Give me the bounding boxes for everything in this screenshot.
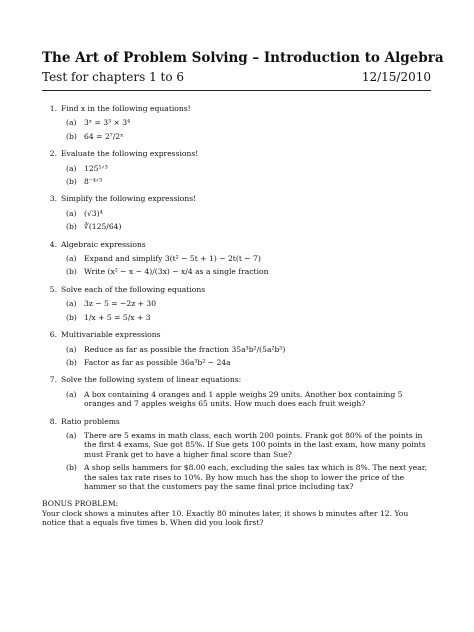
problem-list <box>42 104 434 528</box>
problem-question: Simplify the following expressions! <box>61 194 197 204</box>
problem-part <box>61 132 434 141</box>
problem-part <box>61 118 434 127</box>
problem-question: Solve each of the following equations <box>61 284 206 294</box>
problem-question: Algebraic expressions <box>61 239 146 249</box>
problem-part <box>61 431 434 459</box>
part-label: (b) <box>66 267 77 277</box>
problem-part <box>61 299 434 308</box>
part-text: Factor as far as possible 36a³b² − 24a <box>84 357 231 367</box>
problem-number: 7. <box>49 375 57 385</box>
problem-number: 5. <box>49 284 57 294</box>
bonus-text: Your clock shows a minutes after 10. Exactly 80 minutes later, it shows b minutes after 12. You notice that a equals five times b. When did you look first? <box>42 508 409 528</box>
problem-8 <box>42 417 434 492</box>
part-label: (a) <box>66 208 77 218</box>
problem-part <box>61 313 434 322</box>
document-title: The Art of Problem Solving – Introduction to Algebra <box>42 50 444 66</box>
document-subtitle: Test for chapters 1 to 6 <box>42 70 185 84</box>
problem-7 <box>42 375 434 408</box>
problem-number: 8. <box>49 416 57 426</box>
problem-part <box>61 345 434 354</box>
problem-part <box>61 164 434 173</box>
part-label: (b) <box>66 131 77 141</box>
part-text: Reduce as far as possible the fraction 35a³b²/(5a²b⁵) <box>84 344 286 354</box>
problem-question: Multivariable expressions <box>61 330 161 340</box>
part-label: (a) <box>66 254 77 264</box>
part-text: A shop sells hammers for $8.00 each, excluding the sales tax which is 8%. The next year, the sales tax rate rises to 10%. By how much has the shop to lower the price of the hammer so that the customers pay the same final price including tax? <box>84 463 428 491</box>
problem-part <box>61 254 434 263</box>
problem-question: Evaluate the following expressions! <box>61 149 199 159</box>
part-label: (a) <box>66 430 77 440</box>
problem-part <box>61 463 434 491</box>
problem-question: Ratio problems <box>61 416 120 426</box>
bonus-problem <box>42 499 434 527</box>
problem-number: 1. <box>49 104 57 113</box>
problem-2 <box>42 149 434 186</box>
part-label: (b) <box>66 312 77 322</box>
part-label: (a) <box>66 163 77 173</box>
problem-number: 4. <box>49 239 57 249</box>
problem-4 <box>42 240 434 277</box>
part-text: ∛(125/64) <box>84 222 122 232</box>
problem-number: 6. <box>49 330 57 340</box>
problem-number: 2. <box>49 149 57 159</box>
part-text: 3ˣ = 3³ × 3⁴ <box>84 118 131 128</box>
part-text: Write (x² − x − 4)/(3x) − x/4 as a single fraction <box>84 267 269 277</box>
problem-number: 3. <box>49 194 57 204</box>
problem-5 <box>42 285 434 322</box>
part-label: (b) <box>66 463 77 473</box>
problem-1 <box>42 104 434 141</box>
part-text: (√3)⁴ <box>84 208 103 218</box>
part-text: There are 5 exams in math class, each worth 200 points. Frank got 80% of the points in the first 4 exams, Sue got 85%. If Sue gets 100 points in the last exam, how many points must Frank get to have a higher final score than Sue? <box>84 430 426 459</box>
part-text: 3z − 5 = −2z + 30 <box>84 299 157 309</box>
problem-part <box>61 177 434 186</box>
part-label: (a) <box>66 389 77 399</box>
part-label: (b) <box>66 177 77 187</box>
problem-part <box>61 390 434 409</box>
problem-3 <box>42 194 434 231</box>
part-text: 64 = 2⁷/2ˣ <box>84 131 124 141</box>
problem-part <box>61 209 434 218</box>
part-text: 8⁻⁴ᐟ³ <box>84 177 103 187</box>
problem-part <box>61 267 434 276</box>
problem-question: Solve the following system of linear equations: <box>61 375 242 385</box>
problem-part <box>61 222 434 231</box>
part-text: A box containing 4 oranges and 1 apple weighs 29 units. Another box containing 5 oranges and 7 apples weighs 65 units. How much does each fruit weigh? <box>84 389 403 409</box>
header-divider <box>42 90 431 91</box>
part-label: (b) <box>66 222 77 232</box>
problem-6 <box>42 330 434 367</box>
problem-part <box>61 358 434 367</box>
part-text: 1/x + 5 = 5/x + 3 <box>84 312 151 322</box>
part-label: (a) <box>66 118 77 128</box>
part-label: (a) <box>66 299 77 309</box>
document-date: 12/15/2010 <box>361 70 431 84</box>
part-text: 125¹ᐟ³ <box>84 163 108 173</box>
part-text: Expand and simplify 3(t² − 5t + 1) − 2t(t − 7) <box>84 254 261 264</box>
bonus-title: BONUS PROBLEM: <box>42 499 119 509</box>
part-label: (a) <box>66 344 77 354</box>
problem-question: Find x in the following equations! <box>61 104 191 113</box>
part-label: (b) <box>66 357 77 367</box>
